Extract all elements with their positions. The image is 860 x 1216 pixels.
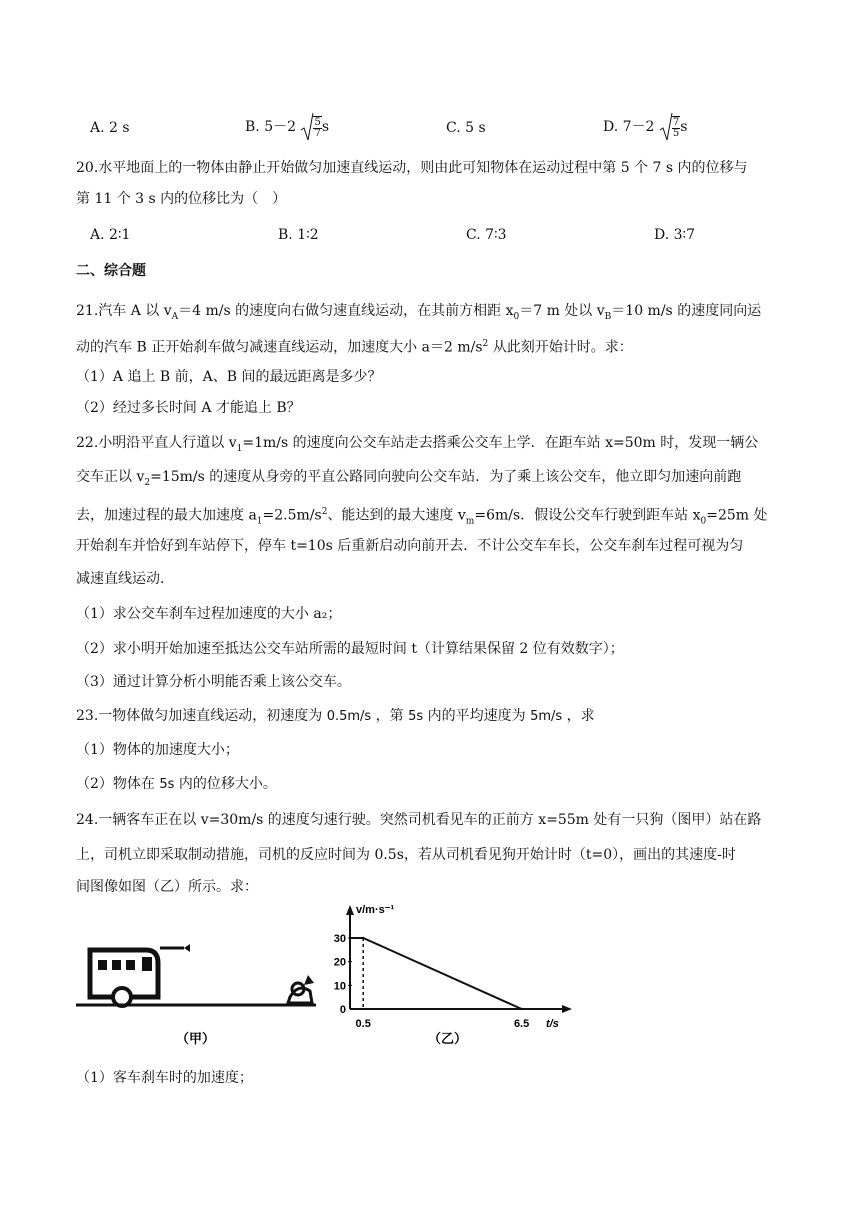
x-tick-label: 0.5	[355, 1018, 371, 1030]
fig-a-caption: （甲）	[176, 1031, 216, 1046]
q20-option-c: C. 7∶3	[466, 227, 507, 243]
fig-b-caption: （乙）	[428, 1031, 468, 1046]
y-tick-label: 0	[339, 1004, 346, 1016]
q19-option-d	[603, 112, 687, 142]
q20-option-a: A. 2∶1	[90, 227, 131, 243]
q19-option-d-prefix: D. 7－2	[603, 119, 655, 135]
x-axis-arrow-icon	[562, 1005, 572, 1013]
q24-figure-svg	[76, 905, 596, 1055]
x-tick-label: 6.5	[513, 1018, 530, 1030]
q24-stem-line3: 间图像如图（乙）所示。求：	[76, 879, 258, 895]
q24-stem-line2: 上，司机立即采取制动措施，司机的反应时间为 0.5s，若从司机看见狗开始计时（t=0），画出的其速度-时	[76, 847, 736, 863]
data-point	[349, 937, 351, 939]
data-point	[520, 1008, 522, 1010]
dog-illustration	[288, 975, 314, 1003]
q22-stem-line5: 减速直线运动．	[76, 571, 174, 587]
data-point	[362, 937, 364, 939]
y-axis-arrow-icon	[346, 905, 354, 915]
q22-sub3: （3）通过计算分析小明能否乘上该公交车。	[76, 674, 351, 690]
q24-figure	[76, 905, 596, 1055]
bus-illustration	[90, 944, 190, 1006]
q24-sub1: （1）客车刹车时的加速度；	[76, 1070, 253, 1086]
sqrt-icon	[300, 112, 314, 142]
q24-stem-line1: 24.一辆客车正在以 v=30m/s 的速度匀速行驶。突然司机看见车的正前方 x=55m 处有一只狗（图甲）站在路	[76, 812, 762, 828]
q21-stem-line2: 动的汽车 B 正开始刹车做匀减速直线运动，加速度大小 a＝2 $m/s^2$ 从此刻开始计时。求：	[76, 339, 633, 356]
y-tick-label: 30	[333, 932, 346, 945]
q19-option-b-fraction: $\frac{5}{7}$	[314, 116, 321, 139]
q22-stem-line4: 开始刹车并恰好到车站停下，停车 t=10s 后重新启动向前开去．不计公交车车长，公交车刹车过程可视为匀	[76, 538, 744, 554]
q19-option-d-unit: s	[680, 119, 688, 135]
q21-stem-line1: 21.汽车 A 以 $v_A=4$ m/s 的速度向右做匀速直线运动，在其前方相距 $x_0=7$ m 处以 $v_B=10$ m/s 的速度同向运	[76, 303, 762, 322]
y-axis-label: v/m·s⁻¹	[356, 905, 395, 916]
q19-option-b-prefix: B. 5－2	[245, 119, 297, 135]
q19-option-a: A. 2 s	[90, 120, 130, 136]
velocity-series-line	[350, 938, 522, 1009]
q19-option-b-unit: s	[321, 119, 330, 135]
q22-stem-line2: 交车正以 $v_2=15m/s$ 的速度从身旁的平直公路同向驶向公交车站．为了乘上该公交车，他立即匀加速向前跑	[76, 469, 742, 488]
q20-stem-line2: 第 11 个 3 s 内的位移比为（ ）	[76, 191, 287, 207]
q19-option-b	[245, 112, 329, 142]
q22-sub2: （2）求小明开始加速至抵达公交车站所需的最短时间 t（计算结果保留 2 位有效数字）；	[76, 641, 624, 657]
q20-stem-line1: 20.水平地面上的一物体由静止开始做匀加速直线运动，则由此可知物体在运动过程中第 5 个 7 s 内的位移与	[76, 160, 748, 176]
section-heading: 二、综合题	[76, 263, 146, 279]
q19-option-d-fraction: $\frac{7}{5}$	[672, 116, 680, 139]
q20-option-d: D. 3∶7	[654, 227, 696, 243]
q19-option-c: C. 5 s	[446, 120, 486, 136]
q23-stem-line1: 23.一物体做匀加速直线运动，初速度为 0.5m/s ，第 5s 内的平均速度为 5m/s ，求	[76, 708, 595, 724]
q21-sub2: （2）经过多长时间 A 才能追上 B？	[76, 400, 301, 416]
y-tick-label: 20	[333, 956, 346, 969]
q22-stem-line1: 22.小明沿平直人行道以 $v_1=1m/s$ 的速度向公交车站走去搭乘公交车上学．在距车站 x=50m 时，发现一辆公	[76, 435, 759, 454]
q20-option-b: B. 1∶2	[278, 227, 319, 243]
y-tick-label: 10	[333, 980, 346, 993]
q23-sub2: （2）物体在 5s 内的位移大小。	[76, 776, 277, 792]
q22-sub1: （1）求公交车刹车过程加速度的大小 a₂；	[76, 606, 342, 622]
q22-stem-line3: 去，加速过程的最大加速度 $a_1=2.5m/s^2$、能达到的最大速度 $v_m=6m/s$．假设公交车行驶到距车站 $x_0=25m$ 处	[76, 507, 768, 527]
x-axis-label: t/s	[546, 1018, 559, 1030]
vt-chart	[334, 905, 572, 1030]
sqrt-icon	[659, 112, 673, 142]
q21-sub1: （1）A 追上 B 前，A、B 间的最远距离是多少？	[76, 369, 382, 385]
q23-sub1: （1）物体的加速度大小；	[76, 742, 239, 758]
